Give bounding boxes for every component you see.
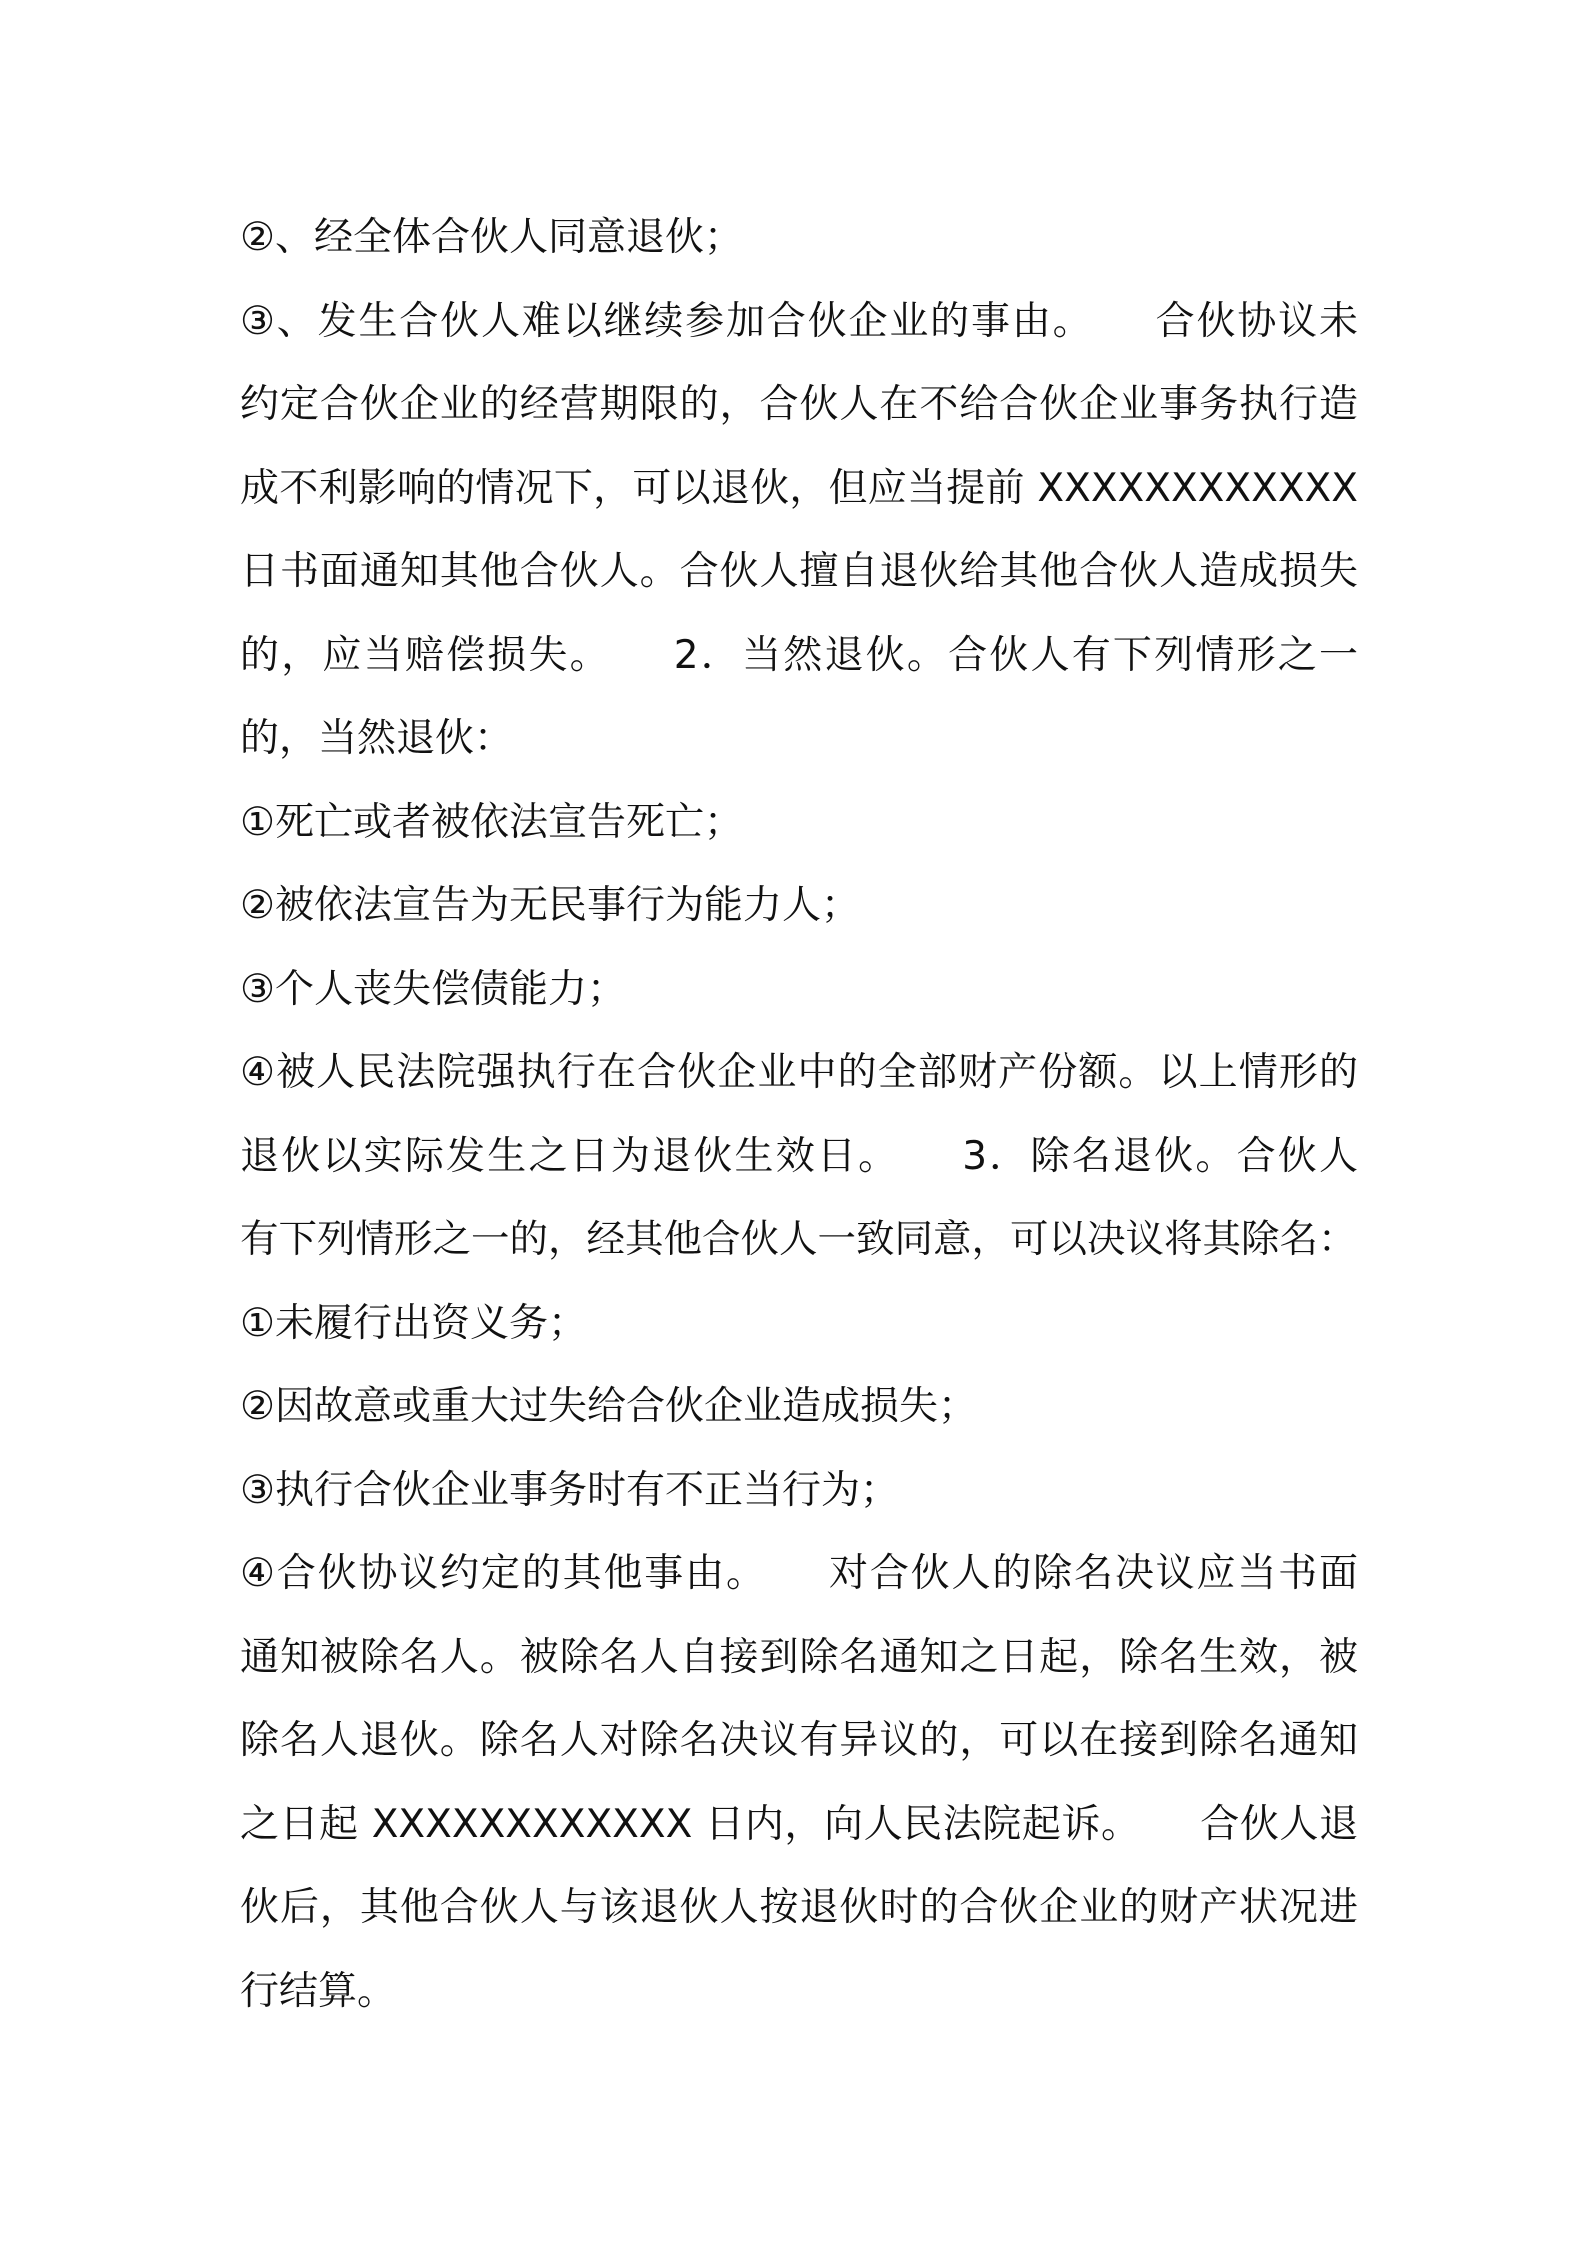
text-line: ②、经全体合伙人同意退伙； bbox=[240, 215, 743, 260]
text-line: ③个人丧失偿债能力； bbox=[240, 966, 626, 1012]
text-line: ③、发生合伙人难以继续参加合伙企业的事由。 合伙协议未 bbox=[240, 298, 1358, 344]
text-line: 约定合伙企业的经营期限的，合伙人在不给合伙企业事务执行造 bbox=[240, 382, 1358, 427]
text-line: 退伙以实际发生之日为退伙生效日。 3．除名退伙。合伙人 bbox=[240, 1133, 1358, 1179]
text-line: 除名人退伙。除名人对除名决议有异议的，可以在接到除名通知 bbox=[240, 1718, 1358, 1763]
text-line: ④被人民法院强执行在合伙企业中的全部财产份额。以上情形的 bbox=[240, 1050, 1358, 1095]
text-line: ③执行合伙企业事务时有不正当行为； bbox=[240, 1467, 899, 1513]
text-line: 伙后，其他合伙人与该退伙人按退伙时的合伙企业的财产状况进 bbox=[240, 1885, 1358, 1930]
text-line: 成不利影响的情况下，可以退伙，但应当提前 XXXXXXXXXXXX bbox=[240, 465, 1358, 511]
text-line: ①死亡或者被依法宣告死亡； bbox=[240, 799, 743, 845]
text-line: ④合伙协议约定的其他事由。 对合伙人的除名决议应当书面 bbox=[240, 1551, 1358, 1596]
text-line: ②被依法宣告为无民事行为能力人； bbox=[240, 883, 860, 928]
text-line: 日书面通知其他合伙人。合伙人擅自退伙给其他合伙人造成损失 bbox=[240, 549, 1358, 594]
text-line: 通知被除名人。被除名人自接到除名通知之日起，除名生效，被 bbox=[240, 1634, 1358, 1680]
text-line: 之日起 XXXXXXXXXXXX 日内，向人民法院起诉。 合伙人退 bbox=[240, 1801, 1358, 1847]
document-body bbox=[240, 196, 1358, 2033]
text-line: 的，当然退伙： bbox=[240, 716, 514, 761]
text-line: ②因故意或重大过失给合伙企业造成损失； bbox=[240, 1384, 977, 1429]
text-line: 有下列情形之一的，经其他合伙人一致同意，可以决议将其除名： bbox=[240, 1217, 1357, 1262]
text-line: 的，应当赔偿损失。 2．当然退伙。合伙人有下列情形之一 bbox=[240, 632, 1358, 678]
text-line: 行结算。 bbox=[240, 1968, 397, 2014]
text-line: ①未履行出资义务； bbox=[240, 1300, 587, 1346]
